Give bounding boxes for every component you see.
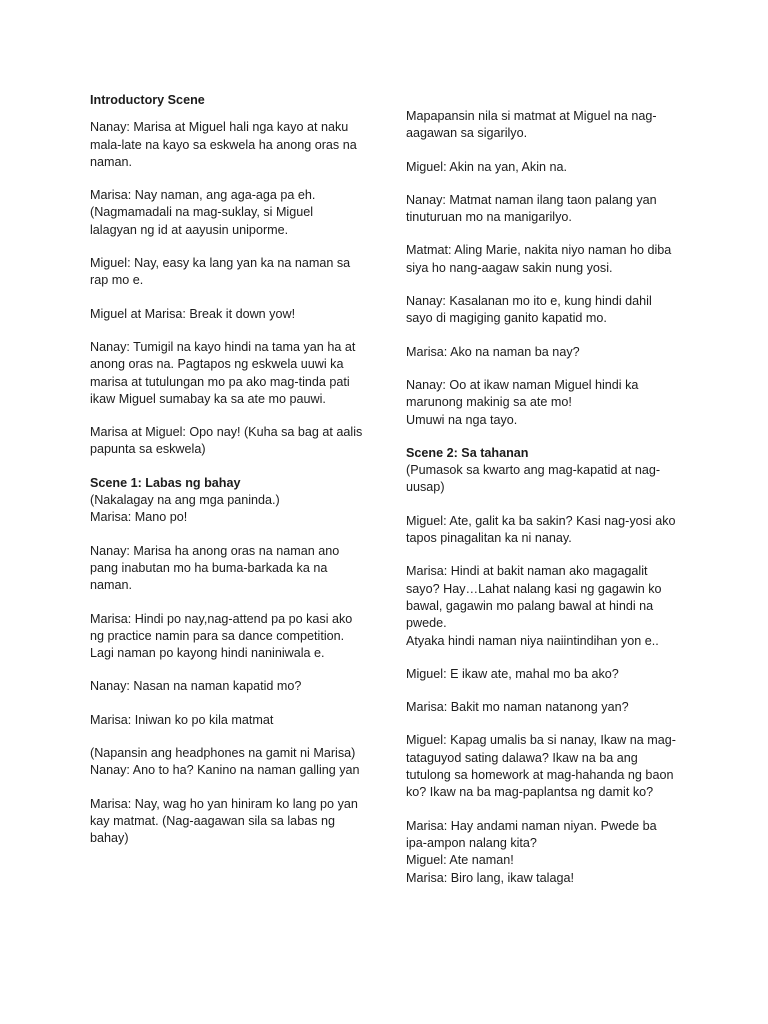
text-line: kay matmat. (Nag-aagawan sila sa labas ng (90, 813, 336, 828)
scene-heading (90, 92, 380, 109)
text-line: bawal, gagawin mo palang bawal at hindi na (406, 598, 654, 613)
text-line: ipa-ampon nalang kita? (406, 835, 537, 850)
script-paragraph (406, 344, 696, 361)
script-paragraph (90, 678, 380, 695)
text-line: Umuwi na nga tayo. (406, 412, 518, 427)
text-line: lalagyan ng id at aayusin uniporme. (90, 222, 289, 237)
text-line: Marisa: Biro lang, ikaw talaga! (406, 870, 574, 885)
script-paragraph (406, 513, 696, 548)
script-paragraph (90, 712, 380, 729)
text-line: Marisa: Ako na naman ba nay? (406, 344, 580, 359)
script-paragraph (406, 666, 696, 683)
script-paragraph (90, 611, 380, 663)
text-line: uusap) (406, 480, 445, 495)
text-line: mala-late na kayo sa eskwela ha anong oras na (90, 137, 357, 152)
script-paragraph (90, 187, 380, 239)
script-paragraph (90, 745, 380, 780)
text-line: Marisa at Miguel: Opo nay! (Kuha sa bag at aalis (90, 425, 363, 440)
text-line: Miguel: Ate, galit ka ba sakin? Kasi nag-yosi ako (406, 513, 676, 528)
text-line: naman. (90, 154, 133, 169)
script-paragraph (406, 377, 696, 429)
text-line: Nanay: Matmat naman ilang taon palang yan (406, 192, 657, 207)
text-line: tinuturuan mo na manigarilyo. (406, 210, 572, 225)
left-column (90, 0, 380, 864)
text-line: Marisa: Hay andami naman niyan. Pwede ba (406, 818, 657, 833)
script-paragraph (406, 108, 696, 143)
text-line: rap mo e. (90, 273, 144, 288)
script-paragraph (406, 818, 696, 887)
right-column (406, 0, 696, 903)
script-paragraph (90, 543, 380, 595)
text-line: Miguel: Nay, easy ka lang yan ka na naman sa (90, 256, 351, 271)
script-paragraph (90, 492, 380, 527)
script-paragraph (406, 462, 696, 497)
text-line: sayo di magiging ganito kapatid mo. (406, 311, 607, 326)
text-line: pang inabutan mo ha buma-barkada ka na (90, 560, 328, 575)
text-line: ikaw Miguel sumabay ka sa ate mo pauwi. (90, 391, 326, 406)
text-line: Nanay: Tumigil na kayo hindi na tama yan ha at (90, 339, 356, 354)
text-line: tataguyod sating dalawa? Ikaw na ba ang (406, 750, 638, 765)
text-line: Marisa: Hindi at bakit naman ako magagalit (406, 564, 648, 579)
text-line: naman. (90, 578, 133, 593)
text-line: aagawan sa sigarilyo. (406, 126, 528, 141)
text-line: Nanay: Marisa ha anong oras na naman ano (90, 543, 340, 558)
text-line: (Napansin ang headphones na gamit ni Marisa) (90, 746, 356, 761)
text-line: siya ho nang-aagaw sakin nung yosi. (406, 260, 613, 275)
script-paragraph (90, 306, 380, 323)
script-paragraph (406, 563, 696, 649)
text-line: marunong makinig sa ate mo! (406, 395, 572, 410)
text-line: tapos pinagalitan ka ni nanay. (406, 531, 572, 546)
text-line: Mapapansin nila si matmat at Miguel na nag- (406, 109, 657, 123)
script-paragraph (90, 339, 380, 408)
text-line: (Pumasok sa kwarto ang mag-kapatid at nag- (406, 463, 661, 478)
scene-heading (90, 475, 380, 492)
text-line: Miguel: E ikaw ate, mahal mo ba ako? (406, 666, 619, 681)
script-paragraph (406, 699, 696, 716)
text-line: Miguel: Kapag umalis ba si nanay, Ikaw na mag- (406, 733, 676, 748)
text-line: Miguel at Marisa: Break it down yow! (90, 306, 296, 321)
text-line: Nanay: Oo at ikaw naman Miguel hindi ka (406, 377, 639, 392)
text-line: Marisa: Mano po! (90, 510, 188, 525)
text-line: Marisa: Bakit mo naman natanong yan? (406, 700, 629, 715)
script-paragraph (406, 159, 696, 176)
text-line: Marisa: Iniwan ko po kila matmat (90, 712, 274, 727)
script-paragraph (406, 242, 696, 277)
script-paragraph (406, 192, 696, 227)
text-line: Nanay: Nasan na naman kapatid mo? (90, 679, 302, 694)
text-line: Marisa: Nay naman, ang aga-aga pa eh. (90, 188, 316, 203)
text-line: ko? Ikaw na ba mag-paplantsa ng damit ko? (406, 785, 654, 800)
text-line: Miguel: Ate naman! (406, 853, 514, 868)
text-line: bahay) (90, 831, 129, 846)
scene-heading (406, 445, 696, 462)
text-line: (Nagmamadali na mag-suklay, si Miguel (90, 205, 314, 220)
text-line: marisa at tutulungan mo pa ako mag-tinda pati (90, 374, 350, 389)
script-paragraph (90, 119, 380, 171)
text-line: Scene 1: Labas ng bahay (90, 475, 241, 490)
text-line: Matmat: Aling Marie, nakita niyo naman ho diba (406, 243, 672, 258)
text-line: Nanay: Marisa at Miguel hali nga kayo at naku (90, 120, 349, 135)
text-line: Marisa: Hindi po nay,nag-attend pa po kasi ako (90, 611, 353, 626)
text-line: ng practice namin para sa dance competition. (90, 628, 345, 643)
text-line: anong oras na. Pagtapos ng eskwela uuwi ka (90, 357, 344, 372)
text-line: pwede. (406, 616, 447, 631)
script-paragraph (90, 424, 380, 459)
text-line: Marisa: Nay, wag ho yan hiniram ko lang po yan (90, 796, 358, 811)
text-line: tutulong sa homework at mag-hahanda ng baon (406, 768, 674, 783)
text-line: Scene 2: Sa tahanan (406, 445, 529, 460)
script-paragraph (90, 796, 380, 848)
script-paragraph (406, 732, 696, 801)
text-line: Nanay: Ano to ha? Kanino na naman galling yan (90, 763, 360, 778)
text-line: sayo? Hay…Lahat nalang kasi ng gagawin ko (406, 581, 662, 596)
text-line: Introductory Scene (90, 93, 205, 107)
text-line: papunta sa eskwela) (90, 442, 206, 457)
script-paragraph (90, 255, 380, 290)
text-line: Nanay: Kasalanan mo ito e, kung hindi dahil (406, 294, 652, 309)
text-line: Lagi naman po kayong hindi naniniwala e. (90, 646, 325, 661)
text-line: (Nakalagay na ang mga paninda.) (90, 493, 280, 508)
text-line: Atyaka hindi naman niya naiintindihan yon e.. (406, 633, 659, 648)
text-line: Miguel: Akin na yan, Akin na. (406, 159, 568, 174)
script-paragraph (406, 293, 696, 328)
